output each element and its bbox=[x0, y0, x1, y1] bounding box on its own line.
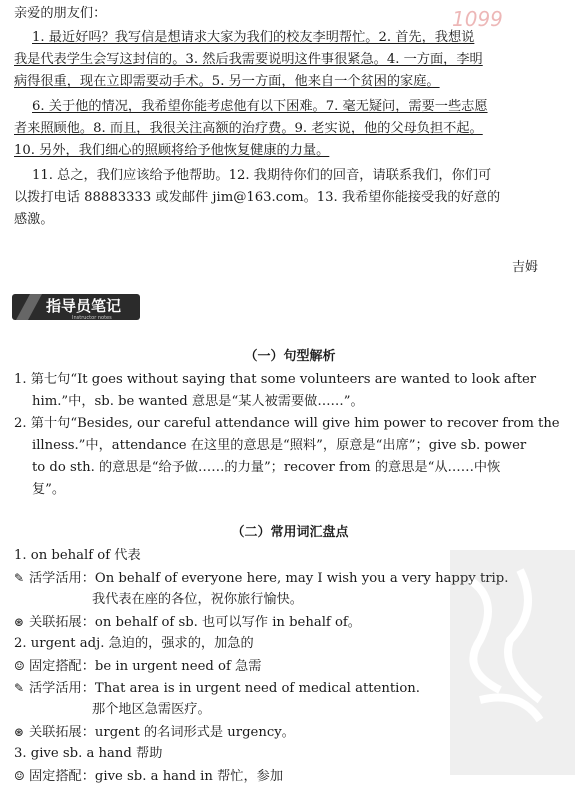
section-heading: （一）句型解析 bbox=[244, 349, 336, 364]
instructor-notes-banner bbox=[12, 290, 142, 324]
section-heading: （二）常用词汇盘点 bbox=[231, 525, 349, 540]
vocab-line: 3. give sb. a hand 帮助 bbox=[14, 746, 163, 761]
section1-line: 1. 第七句“It goes without saying that some volunteers are wanted to look after bbox=[14, 372, 537, 387]
vocab-line: ⊛ 关联拓展：urgent 的名词形式是 urgency。 bbox=[14, 722, 295, 743]
vocab-line: ☺ 固定搭配：give sb. a hand in 帮忙，参加 bbox=[14, 766, 283, 787]
vocab-line: 那个地区急需医疗。 bbox=[92, 702, 211, 717]
link-icon: ⊛ bbox=[14, 615, 25, 629]
letter-line: 6. 关于他的情况，我希望你能考虑他有以下困难。7. 毫无疑问，需要一些志愿 bbox=[32, 99, 488, 114]
vocab-line: ☺ 固定搭配：be in urgent need of 急需 bbox=[14, 656, 261, 677]
letter-line: 以拨打电话 88883333 或发邮件 jim@163.com。13. 我希望你能接受我的好意的 bbox=[14, 190, 501, 205]
banner-title: 指导员笔记 bbox=[46, 297, 122, 315]
section1-line: to do sth. 的意思是“给予做……的力量”；recover from 的意思是“从……中恢 bbox=[32, 460, 501, 475]
letter-line: 病得很重，现在立即需要动手术。5. 另一方面，他来自一个贫困的家庭。 bbox=[14, 74, 440, 89]
banner-subtitle: Instructor notes bbox=[72, 315, 112, 321]
svg-text:1099: 1099 bbox=[452, 7, 503, 31]
section1-line: him.”中，sb. be wanted 意思是“某人被需要做……”。 bbox=[32, 394, 364, 409]
letter-line: 者来照顾他。8. 而且，我很关注高额的治疗费。9. 老实说，他的父母负担不起。 bbox=[14, 121, 483, 136]
letter-signature: 吉姆 bbox=[511, 260, 538, 275]
letter-line: 1. 最近好吗？我写信是想请求大家为我们的校友李明帮忙。2. 首先，我想说 bbox=[32, 30, 475, 45]
letter-line: 感激。 bbox=[14, 212, 54, 227]
vocab-line: 2. urgent adj. 急迫的，强求的，加急的 bbox=[14, 636, 254, 651]
section1-line: illness.”中，attendance 在这里的意思是“照料”，原意是“出席”；give sb. power bbox=[32, 438, 527, 453]
letter-line: 11. 总之，我们应该给予他帮助。12. 我期待你们的回音，请联系我们，你们可 bbox=[32, 168, 492, 183]
letter-greeting: 亲爱的朋友们： bbox=[14, 6, 107, 21]
section1-line: 2. 第十句“Besides, our careful attendance will give him power to recover from the bbox=[14, 416, 560, 431]
letter-line: 10. 另外，我们细心的照顾将给予他恢复健康的力量。 bbox=[14, 143, 330, 158]
section1-line: 复”。 bbox=[32, 482, 66, 497]
letter-line: 我是代表学生会写这封信的。3. 然后我需要说明这件事很紧急。4. 一方面，李明 bbox=[14, 52, 483, 67]
link-icon: ⊛ bbox=[14, 725, 25, 739]
pen-icon: ✎ bbox=[14, 681, 25, 695]
vocab-line: 我代表在座的各位，祝你旅行愉快。 bbox=[92, 592, 303, 607]
vocab-line: ✎ 活学活用：On behalf of everyone here, may I wish you a very happy trip. bbox=[14, 568, 508, 589]
smile-icon: ☺ bbox=[14, 769, 25, 783]
vocab-line: ✎ 活学活用：That area is in urgent need of medical attention. bbox=[14, 678, 420, 699]
pen-icon: ✎ bbox=[14, 571, 25, 585]
vocab-line: 1. on behalf of 代表 bbox=[14, 548, 141, 563]
smile-icon: ☺ bbox=[14, 659, 25, 673]
watermark-seal bbox=[440, 540, 580, 780]
vocab-line: ⊛ 关联拓展：on behalf of sb. 也可以写作 in behalf of。 bbox=[14, 612, 361, 633]
